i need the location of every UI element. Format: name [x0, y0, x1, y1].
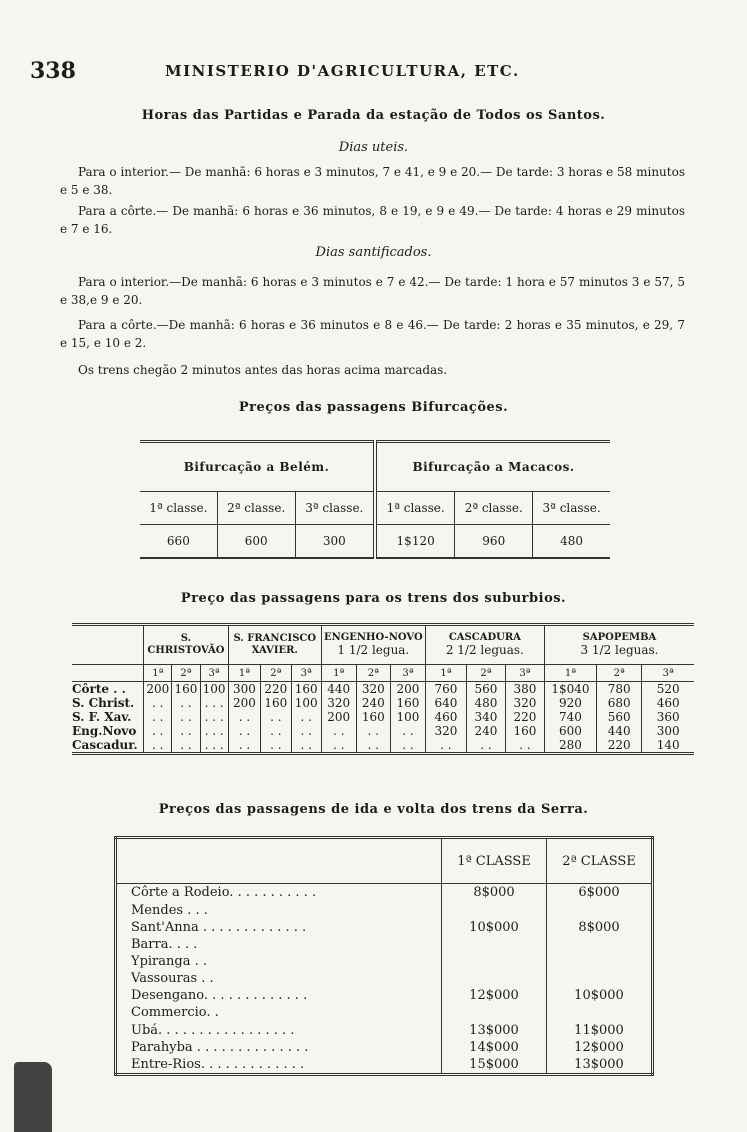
- table-row: [72, 738, 694, 754]
- corner-cell: [116, 838, 442, 884]
- table-row: [116, 953, 653, 970]
- price-cell: . .: [505, 738, 544, 754]
- price-cell: 760: [425, 682, 466, 697]
- price-cell: 160: [391, 696, 426, 710]
- price-cell: . .: [228, 724, 260, 738]
- price-1a-classe: 13$000: [442, 1022, 547, 1039]
- price-cell: . .: [356, 738, 391, 754]
- price-cell: 300: [642, 724, 694, 738]
- price-cell: 220: [261, 682, 291, 697]
- group-macacos: Bifurcação a Macacos.: [375, 442, 610, 492]
- price-cell: 100: [391, 710, 426, 724]
- price-cell: 200: [228, 696, 260, 710]
- price-cell: 140: [642, 738, 694, 754]
- price-cell: 100: [291, 696, 321, 710]
- price-cell: 740: [544, 710, 596, 724]
- price-cell: 300: [295, 525, 375, 559]
- price-2a-classe: 11$000: [547, 1022, 653, 1039]
- class-header: 2ª classe.: [217, 492, 295, 525]
- bifurcacoes-table: [140, 440, 610, 559]
- price-cell: 300: [228, 682, 260, 697]
- row-label: Ubá. . . . . . . . . . . . . . . . .: [131, 1022, 295, 1038]
- price-cell: 160: [356, 710, 391, 724]
- price-cell: 460: [425, 710, 466, 724]
- price-cell: 920: [544, 696, 596, 710]
- price-cell: 680: [596, 696, 641, 710]
- table-row: [72, 682, 694, 697]
- price-cell: 440: [321, 682, 356, 697]
- price-1a-classe: [442, 902, 547, 919]
- price-cell: 200: [144, 682, 172, 697]
- group-sapopemba: [544, 625, 694, 665]
- price-2a-classe: 12$000: [547, 1039, 653, 1056]
- class-header: 2ª: [466, 665, 505, 682]
- dias-santificados-label: Dias santificados.: [315, 245, 432, 260]
- price-cell: . .: [391, 738, 426, 754]
- price-cell: 320: [321, 696, 356, 710]
- uteis-interior: Para o interior.— De manhã: 6 horas e 3 minutos, 7 e 41, e 9 e 20.— De tarde: 3 horas e 58 minutos e 5 e 38.: [60, 165, 685, 197]
- group-legua: 3 1/2 leguas.: [580, 643, 659, 657]
- price-cell: 460: [642, 696, 694, 710]
- price-cell: 1$040: [544, 682, 596, 697]
- corner-cell: [72, 665, 144, 682]
- row-label: Ypiranga . .: [131, 954, 208, 970]
- price-cell: . . .: [200, 710, 228, 724]
- uteis-corte: Para a côrte.— De manhã: 6 horas e 36 minutos, 8 e 19, e 9 e 49.— De tarde: 4 horas e 29 minutos e 7 e 16.: [60, 204, 685, 236]
- table-row: [116, 919, 653, 936]
- horarios-title: Horas das Partidas e Parada da estação de Todos os Santos.: [141, 108, 606, 123]
- price-cell: 640: [425, 696, 466, 710]
- price-cell: . .: [391, 724, 426, 738]
- table-row: [116, 884, 653, 902]
- group-belem: Bifurcação a Belém.: [140, 442, 375, 492]
- class-header: 3ª: [391, 665, 426, 682]
- class-header: 2ª: [172, 665, 200, 682]
- price-2a-classe: [547, 936, 653, 953]
- row-label: Mendes . . .: [131, 902, 208, 918]
- price-cell: 660: [140, 525, 217, 559]
- price-cell: . .: [261, 724, 291, 738]
- table-row: [116, 902, 653, 919]
- price-cell: 520: [642, 682, 694, 697]
- table-row: [116, 1004, 653, 1021]
- price-2a-classe: 8$000: [547, 919, 653, 936]
- table-row: [72, 710, 694, 724]
- row-label: Côrte . .: [72, 682, 126, 696]
- price-cell: . .: [144, 696, 172, 710]
- class-header: 1ª: [321, 665, 356, 682]
- price-1a-classe: [442, 970, 547, 987]
- group-name: S. FRANCISCO XAVIER.: [233, 633, 317, 656]
- price-cell: 200: [391, 682, 426, 697]
- price-cell: . .: [144, 724, 172, 738]
- price-cell: 480: [466, 696, 505, 710]
- class-header: 3ª classe.: [295, 492, 375, 525]
- row-label: Sant'Anna . . . . . . . . . . . . .: [131, 919, 307, 935]
- price-cell: . .: [321, 738, 356, 754]
- price-cell: 320: [505, 696, 544, 710]
- price-cell: 440: [596, 724, 641, 738]
- price-cell: 320: [356, 682, 391, 697]
- class-header: 2ª classe.: [455, 492, 533, 525]
- price-2a-classe: 10$000: [547, 987, 653, 1004]
- horarios-nota: Os trens chegão 2 minutos antes das horas acima marcadas.: [78, 363, 448, 377]
- class-header: 3ª classe.: [533, 492, 610, 525]
- table-row: [72, 724, 694, 738]
- table-row: [116, 1022, 653, 1039]
- price-cell: 160: [505, 724, 544, 738]
- price-cell: . .: [425, 738, 466, 754]
- price-cell: 160: [291, 682, 321, 697]
- page-edge-stain: [14, 1062, 52, 1132]
- class-header: 2ª: [356, 665, 391, 682]
- price-2a-classe: [547, 1004, 653, 1021]
- price-cell: 240: [356, 696, 391, 710]
- page-title: MINISTERIO D'AGRICULTURA, ETC.: [165, 62, 520, 80]
- group-legua: 1 1/2 legua.: [337, 643, 410, 657]
- row-label: Entre-Rios. . . . . . . . . . . . .: [131, 1056, 305, 1072]
- serra-table: [114, 836, 654, 1076]
- price-2a-classe: 6$000: [547, 884, 653, 902]
- price-cell: . . .: [200, 696, 228, 710]
- col-header-1a-classe: 1ª CLASSE: [442, 838, 547, 884]
- price-2a-classe: [547, 953, 653, 970]
- price-cell: . .: [172, 710, 200, 724]
- price-1a-classe: [442, 1004, 547, 1021]
- price-cell: . .: [466, 738, 505, 754]
- price-cell: . .: [172, 724, 200, 738]
- group-cascadura: [425, 625, 544, 665]
- santificados-corte: Para a côrte.—De manhã: 6 horas e 36 minutos e 8 e 46.— De tarde: 2 horas e 35 minutos, e 29, 7 e 15, e 10 e 2.: [60, 318, 685, 350]
- class-header: 2ª: [261, 665, 291, 682]
- row-label: Desengano. . . . . . . . . . . . .: [131, 988, 308, 1004]
- table-row: [116, 970, 653, 987]
- price-1a-classe: 10$000: [442, 919, 547, 936]
- price-cell: 560: [466, 682, 505, 697]
- class-header: 1ª classe.: [140, 492, 217, 525]
- price-cell: . .: [261, 710, 291, 724]
- table-row: [72, 696, 694, 710]
- class-header: 1ª: [425, 665, 466, 682]
- price-cell: 320: [425, 724, 466, 738]
- table-row: [116, 1056, 653, 1075]
- price-cell: 380: [505, 682, 544, 697]
- price-cell: 200: [321, 710, 356, 724]
- row-label: Vassouras . .: [131, 971, 214, 987]
- suburbios-title: Preço das passagens para os trens dos suburbios.: [180, 591, 567, 606]
- price-1a-classe: [442, 953, 547, 970]
- price-cell: 960: [455, 525, 533, 559]
- price-cell: 360: [642, 710, 694, 724]
- table-row: [116, 1039, 653, 1056]
- price-cell: . .: [172, 696, 200, 710]
- suburbios-table: [72, 623, 694, 755]
- class-header: 1ª: [544, 665, 596, 682]
- price-cell: . .: [228, 710, 260, 724]
- price-cell: . .: [172, 738, 200, 754]
- group-name: CASCADURA: [448, 632, 521, 643]
- dias-uteis-label: Dias uteis.: [338, 140, 409, 155]
- price-cell: . .: [321, 724, 356, 738]
- price-2a-classe: [547, 970, 653, 987]
- price-cell: 480: [533, 525, 610, 559]
- class-header: 1ª classe.: [375, 492, 455, 525]
- price-cell: 1$120: [375, 525, 455, 559]
- price-1a-classe: [442, 936, 547, 953]
- price-cell: 160: [172, 682, 200, 697]
- row-label: Côrte a Rodeio. . . . . . . . . . .: [131, 885, 317, 901]
- price-cell: . .: [291, 738, 321, 754]
- price-2a-classe: [547, 902, 653, 919]
- price-cell: . .: [144, 710, 172, 724]
- price-1a-classe: 12$000: [442, 987, 547, 1004]
- row-label: S. Christ.: [72, 696, 135, 710]
- price-cell: . .: [291, 724, 321, 738]
- row-label: Commercio. .: [131, 1005, 219, 1021]
- price-cell: 160: [261, 696, 291, 710]
- price-cell: 280: [544, 738, 596, 754]
- price-cell: . .: [144, 738, 172, 754]
- class-header: 3ª: [200, 665, 228, 682]
- group-name: SAPOPEMBA: [582, 632, 657, 643]
- table-row: [116, 936, 653, 953]
- santificados-interior: Para o interior.—De manhã: 6 horas e 3 minutos e 7 e 42.— De tarde: 1 hora e 57 minutos 3 e 57, 5 e 38,e 9 e 20.: [60, 275, 685, 307]
- row-label: Eng.Novo: [72, 724, 137, 738]
- table-row: [116, 987, 653, 1004]
- price-cell: . .: [291, 710, 321, 724]
- class-header: 1ª: [144, 665, 172, 682]
- price-cell: . . .: [200, 738, 228, 754]
- serra-title: Preços das passagens de ida e volta dos trens da Serra.: [158, 802, 589, 817]
- price-1a-classe: 8$000: [442, 884, 547, 902]
- price-1a-classe: 14$000: [442, 1039, 547, 1056]
- price-cell: 220: [596, 738, 641, 754]
- class-header: 3ª: [642, 665, 694, 682]
- price-cell: . .: [356, 724, 391, 738]
- class-header: 2ª: [596, 665, 641, 682]
- group-christovao: [144, 625, 229, 665]
- price-cell: 560: [596, 710, 641, 724]
- row-label: S. F. Xav.: [72, 710, 132, 724]
- group-engenho-novo: [321, 625, 425, 665]
- price-cell: 220: [505, 710, 544, 724]
- group-name: ENGENHO-NOVO: [323, 632, 423, 643]
- group-francisco-xavier: [228, 625, 321, 665]
- class-header: 3ª: [505, 665, 544, 682]
- corner-cell: [72, 625, 144, 665]
- class-header: 3ª: [291, 665, 321, 682]
- price-cell: 340: [466, 710, 505, 724]
- group-legua: 2 1/2 leguas.: [445, 643, 524, 657]
- row-label: Cascadur.: [72, 738, 144, 754]
- price-2a-classe: 13$000: [547, 1056, 653, 1075]
- page-number: 338: [30, 58, 76, 84]
- row-label: Barra. . . .: [131, 936, 198, 952]
- price-cell: 600: [544, 724, 596, 738]
- price-cell: 100: [200, 682, 228, 697]
- price-cell: 240: [466, 724, 505, 738]
- col-header-2a-classe: 2ª CLASSE: [547, 838, 653, 884]
- bifurcacoes-title: Preços das passagens Bifurcações.: [238, 400, 509, 415]
- price-cell: 780: [596, 682, 641, 697]
- price-cell: . . .: [200, 724, 228, 738]
- class-header: 1ª: [228, 665, 260, 682]
- price-cell: . .: [228, 738, 260, 754]
- row-label: Parahyba . . . . . . . . . . . . . .: [131, 1039, 309, 1055]
- price-cell: . .: [261, 738, 291, 754]
- group-name: S. CHRISTOVÃO: [147, 633, 225, 656]
- price-1a-classe: 15$000: [442, 1056, 547, 1075]
- price-cell: 600: [217, 525, 295, 559]
